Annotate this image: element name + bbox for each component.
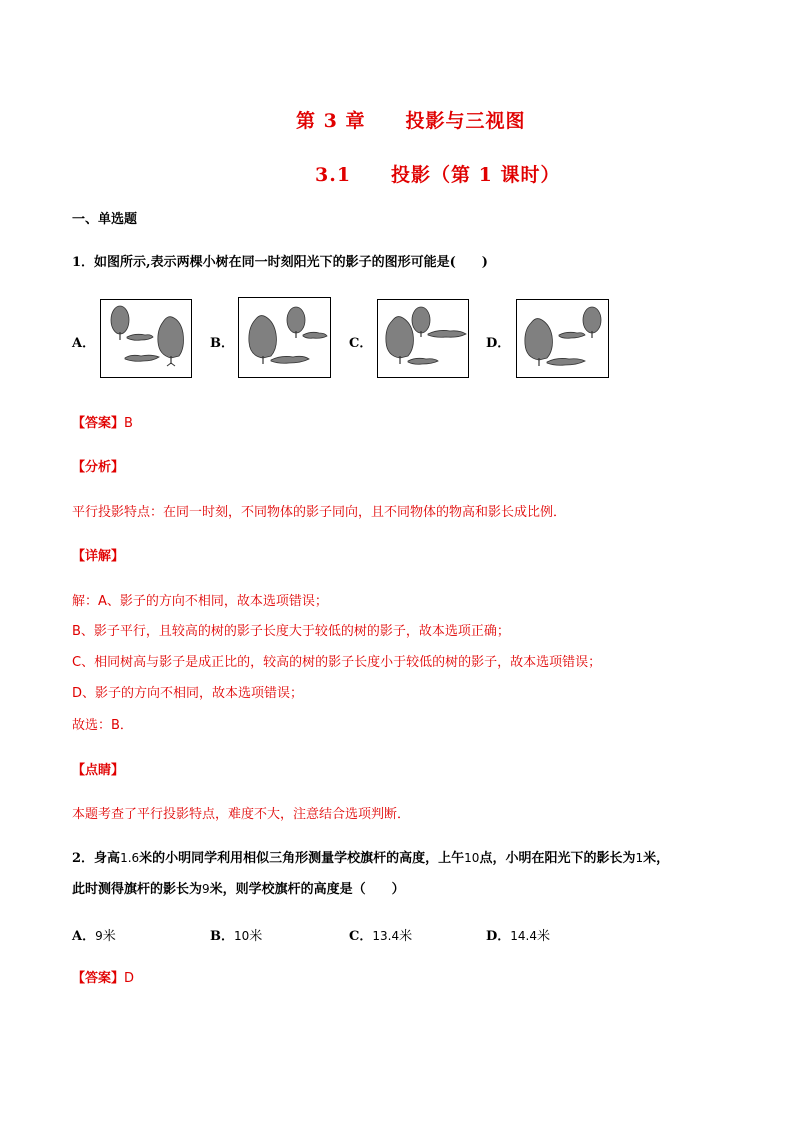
question-2-line-1 [72,847,669,866]
tree-illustration [239,298,330,377]
comment-text: 本题考查了平行投影特点，难度不大，注意结合选项判断． [72,807,411,822]
section-heading: 一、单选题 [72,212,138,227]
option-unit: 米 [102,929,116,944]
tree-illustration [378,300,468,377]
q2-option-d [486,925,550,944]
question-2-line-2 [72,878,405,897]
detail-line-1: 解：A、影子的方向不相同，故本选项错误； [72,594,328,609]
option-unit: 米 [537,929,551,944]
option-label: A． [72,929,96,944]
section-title: 3.1 投影（第 1 课时） [315,164,561,186]
option-value: 9 [95,929,103,943]
detail-tag: 【详解】 [72,549,125,564]
q2-text: 米的小明同学利用相似三角形测量学校旗杆的高度，上午 [139,851,465,866]
q2-option-b [210,925,262,944]
figure-option-a [100,299,192,378]
q2-number: 10 [464,851,480,865]
option-value: 14.4 [510,929,537,943]
q1-option-d-label: D． [486,336,511,351]
q2-text: 此时测得旗杆的影长为 [72,882,203,897]
q2-number: 9 [202,882,210,896]
q2-text: 点，小明在阳光下的影长为 [479,851,636,866]
detail-line-5: 故选：B． [72,718,133,733]
q2-text: 米， [643,851,670,866]
q1-option-b-label: B． [210,336,234,351]
figure-option-b [238,297,331,378]
option-value: 13.4 [372,929,400,943]
tree-illustration [101,300,191,377]
question-1-stem [72,251,488,270]
q2-answer [72,967,134,986]
comment-tag: 【点睛】 [72,763,125,778]
tree-illustration [517,300,608,377]
option-value: 10 [234,929,250,943]
option-label: D． [486,929,511,944]
figure-option-d [516,299,609,378]
q2-text: 身高 [94,851,121,866]
answer-tag: 【答案】 [72,971,125,986]
q2-text: 米，则学校旗杆的高度是（ ） [209,882,405,897]
answer-value: D [124,971,135,986]
q2-option-c [349,925,412,944]
analysis-text: 平行投影特点：在同一时刻，不同物体的影子同向，且不同物体的物高和影长成比例． [72,505,567,520]
analysis-tag: 【分析】 [72,460,125,475]
option-label: B． [210,929,234,944]
q2-option-a [72,925,116,944]
q2-number: 1.6 [120,851,140,865]
detail-line-3: C、相同树高与影子是成正比的，较高的树的影子长度小于较低的树的影子，故本选项错误； [72,655,602,670]
chapter-title: 第 3 章 投影与三视图 [296,110,526,132]
detail-line-2: B、影子平行，且较高的树的影子长度大于较低的树的影子，故本选项正确； [72,624,510,639]
figure-option-c [377,299,469,378]
option-label: C． [349,929,373,944]
option-unit: 米 [249,929,263,944]
detail-line-4: D、影子的方向不相同，故本选项错误； [72,686,304,701]
q2-number: 1 [635,851,644,865]
answer-tag: 【答案】 [72,416,125,431]
question-text: 如图所示,表示两棵小树在同一时刻阳光下的影子的图形可能是( ) [94,255,488,270]
option-unit: 米 [399,929,413,944]
q1-answer [72,412,133,431]
answer-value: B [124,416,133,431]
q1-option-a-label: A． [72,336,96,351]
question-number: 2． [72,851,95,866]
question-number: 1． [72,255,95,270]
q1-option-c-label: C． [349,336,373,351]
